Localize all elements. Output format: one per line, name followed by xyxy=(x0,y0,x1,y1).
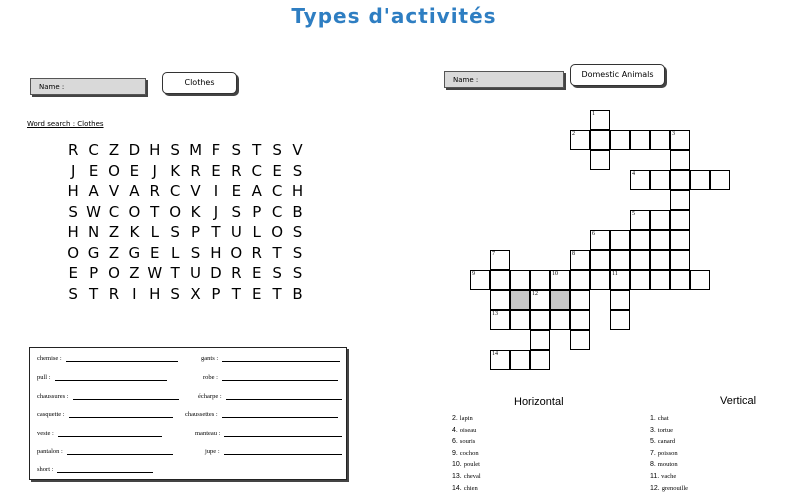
wordsearch-letter[interactable]: G xyxy=(87,243,100,262)
wordsearch-letter[interactable]: E xyxy=(251,264,262,282)
crossword-cell[interactable] xyxy=(650,130,670,150)
wordsearch-letter[interactable]: T xyxy=(211,223,221,241)
crossword-cell[interactable] xyxy=(590,250,610,270)
vocab-row xyxy=(37,374,167,381)
clue-number: 3. xyxy=(650,426,658,434)
clue-number: 7. xyxy=(650,449,658,457)
clue-item xyxy=(650,415,669,422)
answer-line[interactable] xyxy=(226,393,342,400)
clue-number: 6. xyxy=(452,438,460,446)
crossword-number: 11 xyxy=(612,271,618,277)
crossword-cell[interactable] xyxy=(550,290,570,310)
crossword-number: 4 xyxy=(632,171,635,177)
wordsearch-letter[interactable]: Z xyxy=(108,243,120,262)
crossword-cell[interactable] xyxy=(650,230,670,250)
clue-item xyxy=(452,473,481,480)
clue-number: 1. xyxy=(650,415,658,422)
wordsearch-row xyxy=(63,161,308,182)
answer-line[interactable] xyxy=(57,466,153,473)
crossword-cell[interactable] xyxy=(670,170,690,190)
wordsearch-letter[interactable]: P xyxy=(252,202,262,221)
crossword-cell[interactable] xyxy=(570,290,590,310)
crossword-cell[interactable] xyxy=(670,190,690,210)
wordsearch-letter[interactable]: O xyxy=(67,243,80,262)
wordsearch-row xyxy=(63,284,308,305)
crossword-number: 6 xyxy=(592,231,595,237)
wordsearch-letter[interactable]: V xyxy=(292,141,303,159)
crossword-cell[interactable] xyxy=(670,250,690,270)
wordsearch-letter[interactable]: H xyxy=(149,141,161,159)
wordsearch-letter[interactable]: S xyxy=(190,243,201,262)
wordsearch-letter[interactable]: T xyxy=(252,141,262,159)
wordsearch-letter[interactable]: O xyxy=(271,223,283,241)
crossword-number: 9 xyxy=(472,271,475,277)
vocab-label: pantalon : xyxy=(37,448,63,455)
crossword-cell[interactable] xyxy=(610,310,630,330)
wordsearch-letter[interactable]: C xyxy=(251,161,262,180)
clue-word: grenouille xyxy=(661,484,689,492)
wordsearch-letter[interactable]: T xyxy=(272,243,282,262)
crossword-cell[interactable] xyxy=(650,210,670,230)
crossword-cell[interactable] xyxy=(510,310,530,330)
vocab-row xyxy=(37,411,173,418)
wordsearch-letter[interactable]: B xyxy=(292,284,303,303)
wordsearch-letter[interactable]: E xyxy=(272,161,282,180)
clue-item xyxy=(452,461,480,468)
wordsearch-letter[interactable]: V xyxy=(108,182,120,200)
wordsearch-letter[interactable]: S xyxy=(292,223,303,241)
wordsearch-letter[interactable]: V xyxy=(190,182,201,200)
wordsearch-letter[interactable]: H xyxy=(67,182,79,200)
wordsearch-letter[interactable]: R xyxy=(251,243,262,262)
wordsearch-letter[interactable]: E xyxy=(251,284,262,303)
wordsearch-letter[interactable]: P xyxy=(191,223,201,241)
wordsearch-letter[interactable]: T xyxy=(170,264,180,282)
vocab-label: chaussettes : xyxy=(185,411,218,418)
answer-line[interactable] xyxy=(224,430,342,437)
clue-item xyxy=(452,427,476,434)
wordsearch-letter[interactable]: L xyxy=(252,223,261,241)
wordsearch-letter[interactable]: R xyxy=(149,182,160,200)
wordsearch-letter[interactable]: K xyxy=(190,202,201,221)
vocab-label: gants : xyxy=(201,355,219,362)
crossword-cell[interactable] xyxy=(630,230,650,250)
wordsearch-letter[interactable]: N xyxy=(87,223,100,241)
crossword-cell[interactable] xyxy=(690,170,710,190)
wordsearch-letter[interactable]: E xyxy=(88,161,99,180)
vocab-row xyxy=(37,355,178,362)
wordsearch-letter[interactable]: I xyxy=(213,182,219,200)
crossword-cell[interactable] xyxy=(530,310,550,330)
crossword-number: 1 xyxy=(592,111,595,117)
wordsearch-row xyxy=(63,140,308,161)
wordsearch-letter[interactable]: Z xyxy=(108,223,120,241)
clue-word: oiseau xyxy=(459,426,477,434)
clue-item xyxy=(452,485,478,492)
wordsearch-letter[interactable]: E xyxy=(129,161,140,180)
answer-line[interactable] xyxy=(73,393,179,400)
vocab-row xyxy=(37,430,162,437)
vocab-row xyxy=(37,466,153,473)
answer-line[interactable] xyxy=(58,430,162,437)
vocab-row xyxy=(37,448,173,455)
name-field-right[interactable]: Name : xyxy=(444,71,564,88)
clue-item xyxy=(650,485,688,492)
crossword-cell[interactable] xyxy=(570,310,590,330)
wordsearch-letter[interactable]: P xyxy=(211,284,221,303)
wordsearch-letter[interactable]: H xyxy=(149,284,161,303)
crossword-cell[interactable] xyxy=(710,170,730,190)
clue-item xyxy=(650,438,675,445)
vocab-label: jupe : xyxy=(205,448,220,455)
crossword-cell[interactable] xyxy=(610,290,630,310)
wordsearch-letter[interactable]: D xyxy=(128,141,141,159)
wordsearch-letter[interactable]: S xyxy=(68,284,78,303)
horizontal-heading: Horizontal xyxy=(514,396,564,408)
wordsearch-letter[interactable]: A xyxy=(88,182,99,200)
crossword-cell[interactable] xyxy=(670,210,690,230)
crossword-cell[interactable] xyxy=(550,310,570,330)
answer-line[interactable] xyxy=(224,448,342,455)
vocab-label: manteau : xyxy=(195,430,221,437)
crossword-number: 3 xyxy=(672,131,675,137)
wordsearch-letter[interactable]: A xyxy=(251,182,262,200)
clue-number: 5. xyxy=(650,438,658,446)
vocab-row xyxy=(201,355,340,362)
wordsearch-letter[interactable]: E xyxy=(231,182,242,200)
crossword-number: 8 xyxy=(572,251,575,257)
wordsearch-row xyxy=(63,181,308,202)
crossword-cell[interactable] xyxy=(670,230,690,250)
crossword-cell[interactable] xyxy=(530,350,550,370)
crossword-number: 10 xyxy=(552,271,558,277)
wordsearch-letter[interactable]: A xyxy=(129,182,140,200)
wordsearch-letter[interactable]: S xyxy=(292,161,303,180)
vocab-label: casquette : xyxy=(37,411,65,418)
wordsearch-letter[interactable]: T xyxy=(231,284,241,303)
clue-number: 12. xyxy=(650,484,662,492)
vocab-row xyxy=(198,393,342,400)
wordsearch-letter[interactable]: P xyxy=(89,264,99,282)
wordsearch-letter[interactable]: O xyxy=(230,243,243,262)
wordsearch-letter[interactable]: J xyxy=(213,202,219,221)
wordsearch-letter[interactable]: S xyxy=(170,284,180,303)
clue-word: chien xyxy=(463,484,478,492)
wordsearch-letter[interactable]: U xyxy=(230,223,242,241)
answer-line[interactable] xyxy=(55,374,167,381)
wordsearch-letter[interactable]: S xyxy=(272,264,282,282)
wordsearch-letter[interactable]: Z xyxy=(129,264,140,282)
wordsearch-letter[interactable]: Z xyxy=(108,141,120,159)
wordsearch-letter[interactable]: W xyxy=(147,264,163,282)
topic-box-clothes: Clothes xyxy=(162,72,237,94)
wordsearch-letter[interactable]: H xyxy=(67,223,79,241)
wordsearch-letter[interactable]: S xyxy=(231,202,242,221)
crossword-cell[interactable] xyxy=(530,330,550,350)
vocab-label: chemise : xyxy=(37,355,62,362)
wordsearch-letter[interactable]: T xyxy=(89,284,99,303)
clue-word: poulet xyxy=(463,461,480,469)
clue-number: 2. xyxy=(452,415,460,422)
crossword-cell[interactable] xyxy=(670,150,690,170)
clue-item xyxy=(452,450,479,457)
answer-line[interactable] xyxy=(222,374,338,381)
crossword-cell[interactable] xyxy=(590,270,610,290)
answer-line[interactable] xyxy=(222,355,340,362)
clue-number: 8. xyxy=(650,461,658,469)
clue-item xyxy=(650,461,678,468)
crossword-cell[interactable] xyxy=(490,290,510,310)
wordsearch-letter[interactable]: G xyxy=(128,243,141,262)
crossword-number: 7 xyxy=(492,251,495,257)
wordsearch-letter[interactable]: S xyxy=(292,243,303,262)
answer-line[interactable] xyxy=(222,411,338,418)
wordsearch-letter[interactable]: S xyxy=(292,264,303,282)
crossword-cell[interactable] xyxy=(590,150,610,170)
crossword-cell[interactable] xyxy=(630,250,650,270)
wordsearch-letter[interactable]: D xyxy=(210,264,222,282)
vocab-label: écharpe : xyxy=(198,393,222,400)
crossword-cell[interactable] xyxy=(610,230,630,250)
wordsearch-letter[interactable]: C xyxy=(271,182,283,200)
wordsearch-row xyxy=(63,222,308,243)
clue-word: vache xyxy=(661,473,677,480)
clue-number: 4. xyxy=(452,426,460,434)
clue-word: poisson xyxy=(657,449,678,457)
crossword-cell[interactable] xyxy=(690,270,710,290)
clue-item xyxy=(452,415,473,422)
clue-word: souris xyxy=(459,438,476,446)
vocabulary-box xyxy=(29,347,347,480)
vocab-label: chaussures : xyxy=(37,393,69,400)
wordsearch-letter[interactable]: E xyxy=(150,243,160,262)
crossword-cell[interactable] xyxy=(630,270,650,290)
wordsearch-letter[interactable]: O xyxy=(108,264,120,282)
wordsearch-letter[interactable]: R xyxy=(231,161,242,180)
wordsearch-letter[interactable]: C xyxy=(88,141,99,159)
vocab-label: veste : xyxy=(37,430,54,437)
vocab-row xyxy=(203,374,338,381)
clue-word: mouton xyxy=(657,461,678,469)
wordsearch-letter[interactable]: O xyxy=(169,202,182,221)
clue-item xyxy=(650,473,676,480)
vocab-row xyxy=(205,448,342,455)
wordsearch-letter[interactable]: O xyxy=(108,161,120,180)
clue-number: 9. xyxy=(452,449,460,457)
clue-item xyxy=(650,450,678,457)
vocab-row xyxy=(37,393,179,400)
crossword-cell[interactable] xyxy=(630,130,650,150)
wordsearch-letter[interactable]: C xyxy=(108,202,120,221)
clue-number: 10. xyxy=(452,461,464,469)
wordsearch-letter[interactable]: L xyxy=(170,243,180,262)
crossword-cell[interactable] xyxy=(510,290,530,310)
wordsearch-letter[interactable]: H xyxy=(291,182,304,200)
crossword-cell[interactable] xyxy=(650,170,670,190)
name-field-left[interactable]: Name : xyxy=(30,78,146,95)
wordsearch-letter[interactable]: B xyxy=(292,202,303,221)
wordsearch-letter[interactable]: C xyxy=(169,182,181,200)
wordsearch-letter[interactable]: U xyxy=(190,264,202,282)
wordsearch-letter[interactable]: S xyxy=(170,141,180,159)
clue-number: 11. xyxy=(650,473,662,480)
crossword-cell[interactable] xyxy=(590,130,610,150)
wordsearch-letter[interactable]: J xyxy=(152,161,157,180)
clue-item xyxy=(452,438,475,445)
clue-word: chat xyxy=(657,415,669,422)
wordsearch-letter[interactable]: R xyxy=(190,161,201,180)
wordsearch-letter[interactable]: E xyxy=(211,161,221,180)
wordsearch-letter[interactable]: K xyxy=(129,223,140,241)
clue-word: cochon xyxy=(459,449,479,457)
vocab-label: pull : xyxy=(37,374,51,381)
wordsearch-row xyxy=(63,263,308,284)
crossword-cell[interactable] xyxy=(510,270,530,290)
crossword-cell[interactable] xyxy=(650,250,670,270)
answer-line[interactable] xyxy=(69,411,173,418)
crossword-cell[interactable] xyxy=(610,250,630,270)
crossword-number: 14 xyxy=(492,351,498,357)
wordsearch-letter[interactable]: H xyxy=(210,243,222,262)
wordsearch-letter[interactable]: S xyxy=(231,141,242,159)
vocab-label: short : xyxy=(37,466,54,473)
clue-number: 14. xyxy=(452,484,464,492)
clue-number: 13. xyxy=(452,473,464,480)
wordsearch-letter[interactable]: X xyxy=(190,284,201,303)
vocab-row xyxy=(195,430,342,437)
wordsearch-letter[interactable]: C xyxy=(271,202,283,221)
wordsearch-letter[interactable]: F xyxy=(211,141,221,159)
crossword-cell[interactable] xyxy=(530,270,550,290)
wordsearch-letter[interactable]: K xyxy=(170,161,181,180)
wordsearch-grid xyxy=(63,140,308,304)
crossword-cell[interactable] xyxy=(570,330,590,350)
crossword-number: 12 xyxy=(532,291,538,297)
page-title: Types d'activités xyxy=(291,4,497,28)
wordsearch-letter[interactable]: O xyxy=(128,202,141,221)
wordsearch-row xyxy=(63,202,308,223)
wordsearch-letter[interactable]: S xyxy=(170,223,180,241)
wordsearch-letter[interactable]: E xyxy=(68,264,78,282)
crossword-cell[interactable] xyxy=(670,270,690,290)
topic-box-animals: Domestic Animals xyxy=(570,64,665,86)
crossword-cell[interactable] xyxy=(610,130,630,150)
clue-word: canard xyxy=(657,438,676,446)
crossword-number: 13 xyxy=(492,311,498,317)
wordsearch-letter[interactable]: M xyxy=(189,141,203,159)
clue-word: tortue xyxy=(657,426,673,434)
vocab-row xyxy=(185,411,338,418)
clue-item xyxy=(650,427,673,434)
crossword-number: 2 xyxy=(572,131,575,137)
crossword-cell[interactable] xyxy=(570,270,590,290)
wordsearch-letter[interactable]: S xyxy=(68,202,78,221)
wordsearch-letter[interactable]: L xyxy=(150,223,159,241)
answer-line[interactable] xyxy=(66,355,178,362)
wordsearch-row xyxy=(63,243,308,264)
answer-line[interactable] xyxy=(67,448,173,455)
vocab-label: robe : xyxy=(203,374,218,381)
wordsearch-letter[interactable]: R xyxy=(108,284,120,303)
wordsearch-letter[interactable]: R xyxy=(67,141,79,159)
wordsearch-letter[interactable]: T xyxy=(150,202,160,221)
wordsearch-letter[interactable]: W xyxy=(86,202,101,221)
clue-word: cheval xyxy=(463,473,481,480)
wordsearch-label: Word search : Clothes xyxy=(27,120,104,128)
clue-word: lapin xyxy=(459,415,473,422)
crossword-number: 5 xyxy=(632,211,635,217)
wordsearch-letter[interactable]: R xyxy=(231,264,242,282)
crossword-cell[interactable] xyxy=(650,270,670,290)
wordsearch-letter[interactable]: T xyxy=(272,284,282,303)
wordsearch-letter[interactable]: I xyxy=(132,284,137,303)
wordsearch-letter[interactable]: S xyxy=(272,141,282,159)
crossword-cell[interactable] xyxy=(510,350,530,370)
wordsearch-letter[interactable]: J xyxy=(70,161,76,180)
crossword-cell[interactable] xyxy=(490,270,510,290)
vertical-heading: Vertical xyxy=(720,395,757,407)
